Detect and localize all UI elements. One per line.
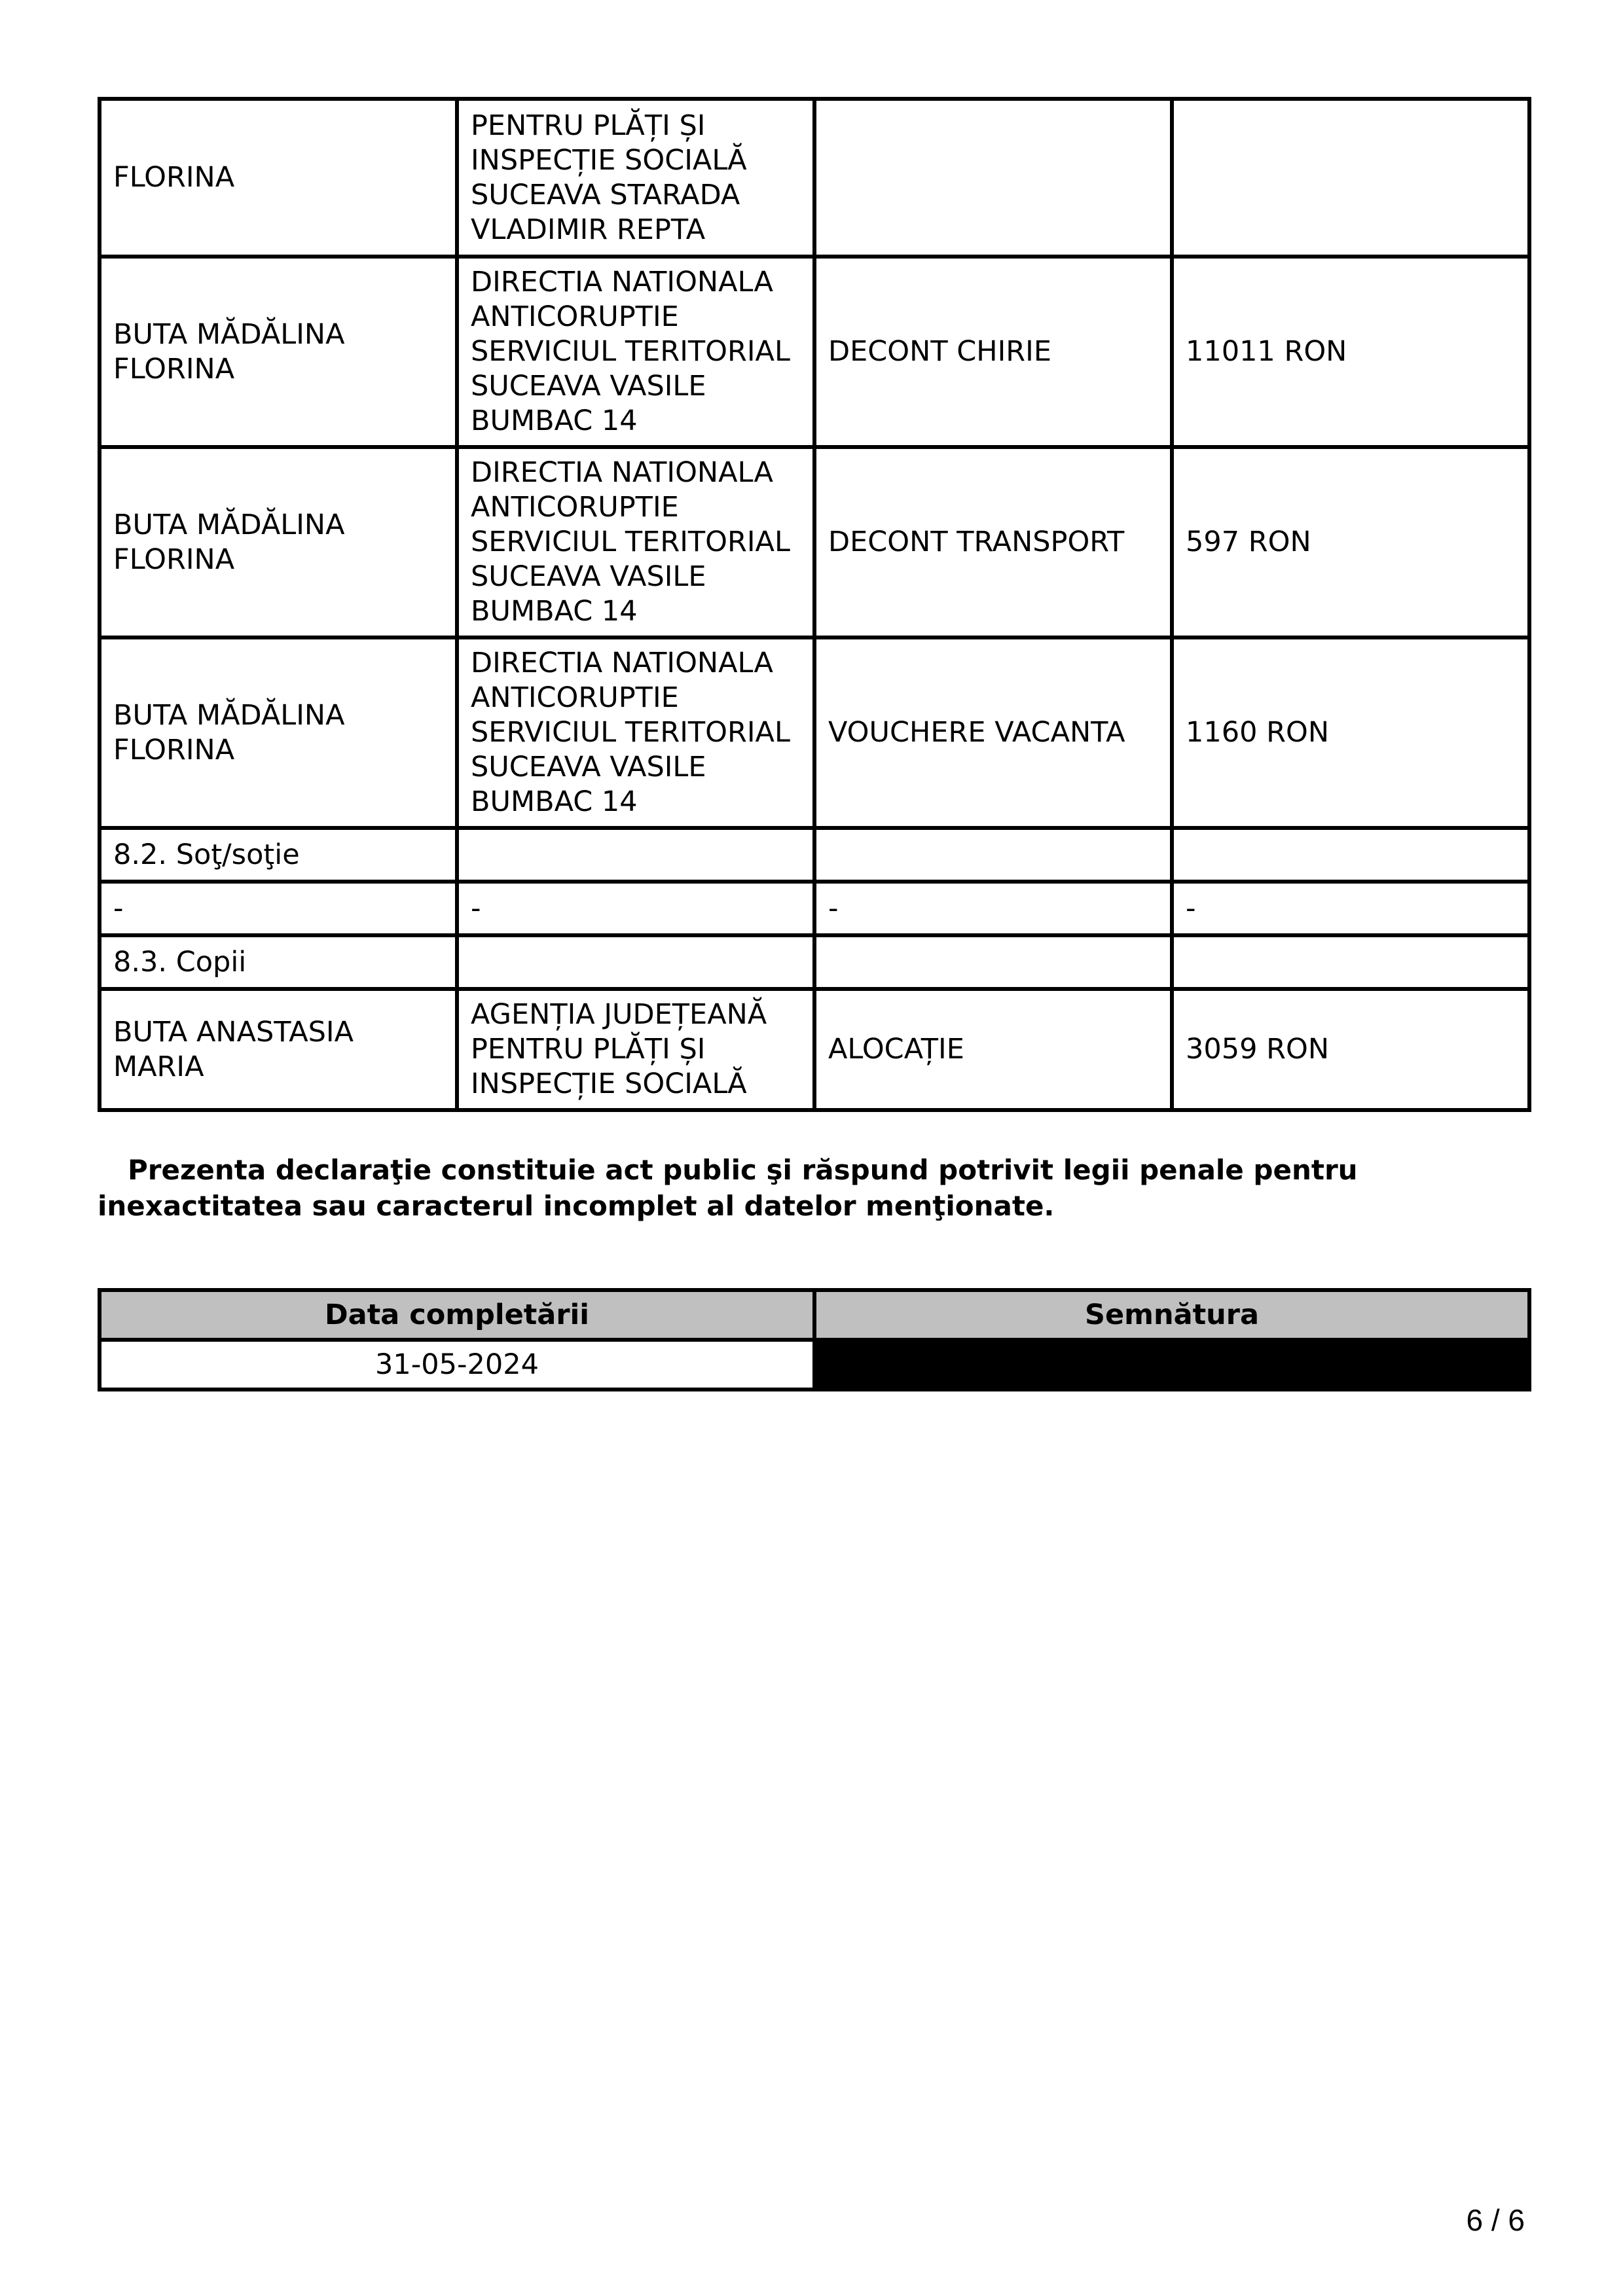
section-row-children xyxy=(100,935,1529,989)
table-cell-service: - xyxy=(814,882,1172,935)
table-cell-amount: 3059 RON xyxy=(1172,989,1529,1110)
table-cell-holder: BUTA MĂDĂLINA FLORINA xyxy=(100,257,457,447)
table-cell-service xyxy=(814,935,1172,989)
signature-header: Semnătura xyxy=(814,1290,1529,1340)
table-cell-amount xyxy=(1172,828,1529,882)
table-row xyxy=(100,257,1529,447)
signature-value-row xyxy=(100,1340,1529,1390)
table-row xyxy=(100,447,1529,637)
table-cell-source: - xyxy=(457,882,814,935)
table-cell-service: ALOCAȚIE xyxy=(814,989,1172,1110)
table-cell-amount xyxy=(1172,935,1529,989)
table-cell-source: DIRECTIA NATIONALA ANTICORUPTIE SERVICIUL TERITORIAL SUCEAVA VASILE BUMBAC 14 xyxy=(457,257,814,447)
section-label: 8.2. Soţ/soţie xyxy=(100,828,457,882)
table-row xyxy=(100,637,1529,828)
table-cell-source xyxy=(457,935,814,989)
table-cell-source: DIRECTIA NATIONALA ANTICORUPTIE SERVICIUL TERITORIAL SUCEAVA VASILE BUMBAC 14 xyxy=(457,637,814,828)
table-cell-amount: - xyxy=(1172,882,1529,935)
table-cell-amount: 597 RON xyxy=(1172,447,1529,637)
table-cell-holder: FLORINA xyxy=(100,99,457,257)
table-cell-amount: 11011 RON xyxy=(1172,257,1529,447)
section-row-spouse xyxy=(100,828,1529,882)
signature-header-row xyxy=(100,1290,1529,1340)
date-header: Data completării xyxy=(100,1290,814,1340)
table-cell-holder: BUTA MĂDĂLINA FLORINA xyxy=(100,637,457,828)
table-cell-service xyxy=(814,828,1172,882)
table-cell-service xyxy=(814,99,1172,257)
table-cell-service: VOUCHERE VACANTA xyxy=(814,637,1172,828)
table-cell-source: AGENȚIA JUDEȚEANĂ PENTRU PLĂȚI ȘI INSPECȚIE SOCIALĂ xyxy=(457,989,814,1110)
table-cell-holder: BUTA MĂDĂLINA FLORINA xyxy=(100,447,457,637)
table-cell-amount xyxy=(1172,99,1529,257)
table-cell-amount: 1160 RON xyxy=(1172,637,1529,828)
table-row xyxy=(100,99,1529,257)
table-row xyxy=(100,882,1529,935)
table-cell-holder: - xyxy=(100,882,457,935)
page-number: 6 / 6 xyxy=(1466,2203,1525,2237)
legal-statement: Prezenta declaraţie constituie act public şi răspund potrivit legii penale pentru inexactitatea sau caracterul incomplet al datelor menţionate. xyxy=(98,1154,1358,1222)
section-label: 8.3. Copii xyxy=(100,935,457,989)
signature-table xyxy=(98,1288,1531,1391)
table-cell-source: DIRECTIA NATIONALA ANTICORUPTIE SERVICIUL TERITORIAL SUCEAVA VASILE BUMBAC 14 xyxy=(457,447,814,637)
date-value: 31-05-2024 xyxy=(100,1340,814,1390)
signature-redacted-block xyxy=(814,1340,1529,1390)
table-cell-service: DECONT CHIRIE xyxy=(814,257,1172,447)
table-cell-service: DECONT TRANSPORT xyxy=(814,447,1172,637)
income-table xyxy=(98,97,1531,1112)
table-cell-holder: BUTA ANASTASIA MARIA xyxy=(100,989,457,1110)
table-cell-source: PENTRU PLĂȚI ȘI INSPECȚIE SOCIALĂ SUCEAVA STARADA VLADIMIR REPTA xyxy=(457,99,814,257)
table-row xyxy=(100,989,1529,1110)
table-cell-source xyxy=(457,828,814,882)
